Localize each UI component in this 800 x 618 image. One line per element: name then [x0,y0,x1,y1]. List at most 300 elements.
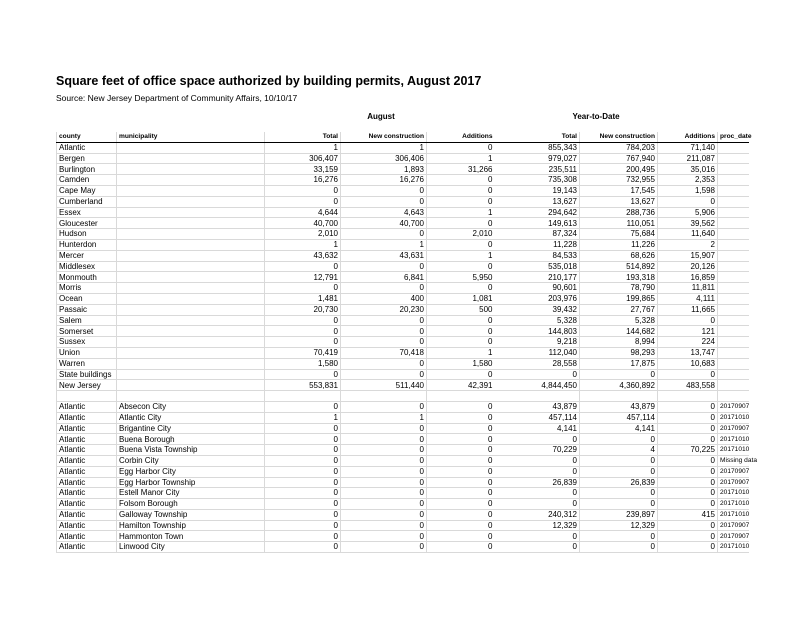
cell-aug-total: 0 [265,509,341,520]
cell-county: Cumberland [57,196,117,207]
cell-aug-total: 1 [265,412,341,423]
cell-aug-new-construction: 0 [341,423,427,434]
cell-ytd-total: 9,218 [520,337,580,348]
spacer-row [57,391,749,402]
municipality-row [57,477,749,488]
cell-ytd-new-construction: 199,865 [580,293,658,304]
gap-cell [495,358,520,369]
cell-ytd-total: 0 [520,531,580,542]
cell-aug-additions: 0 [427,455,495,466]
cell-county: Atlantic [57,423,117,434]
spacer-cell [658,391,718,402]
cell-ytd-new-construction: 200,495 [580,164,658,175]
cell-ytd-new-construction: 12,329 [580,520,658,531]
cell-aug-new-construction: 0 [341,455,427,466]
cell-aug-additions: 0 [427,434,495,445]
ytd-group-header: Year-to-Date [572,112,620,121]
cell-aug-additions: 1 [427,250,495,261]
cell-aug-additions: 1,580 [427,358,495,369]
county-row [57,326,749,337]
municipality-row [57,466,749,477]
cell-municipality: Buena Borough [117,434,265,445]
cell-county: Monmouth [57,272,117,283]
cell-municipality [117,380,265,391]
cell-proc-date [718,337,749,348]
cell-municipality [117,250,265,261]
cell-county: Atlantic [57,520,117,531]
cell-municipality [117,293,265,304]
cell-ytd-new-construction: 17,545 [580,185,658,196]
cell-aug-new-construction: 0 [341,445,427,456]
cell-aug-additions: 0 [427,499,495,510]
gap-cell [495,326,520,337]
gap-cell [495,229,520,240]
cell-ytd-additions: 0 [658,488,718,499]
cell-municipality [117,337,265,348]
county-row [57,196,749,207]
cell-aug-total: 0 [265,315,341,326]
municipality-row [57,488,749,499]
cell-ytd-additions: 0 [658,315,718,326]
cell-ytd-additions: 0 [658,401,718,412]
cell-ytd-total: 294,642 [520,207,580,218]
cell-ytd-new-construction: 767,940 [580,153,658,164]
col-ytd-additions: Additions [658,132,718,142]
cell-ytd-additions: 70,225 [658,445,718,456]
cell-aug-new-construction: 1 [341,142,427,153]
cell-proc-date [718,304,749,315]
cell-ytd-additions: 4,111 [658,293,718,304]
cell-ytd-new-construction: 457,114 [580,412,658,423]
cell-county: Atlantic [57,542,117,553]
county-row [57,218,749,229]
cell-ytd-total: 4,844,450 [520,380,580,391]
cell-county: Hunterdon [57,239,117,250]
cell-aug-total: 70,419 [265,347,341,358]
cell-municipality: Absecon City [117,401,265,412]
county-row [57,229,749,240]
gap-cell [495,520,520,531]
table-body [57,142,758,552]
col-aug-total: Total [265,132,341,142]
cell-aug-total: 2,010 [265,229,341,240]
cell-ytd-additions: 415 [658,509,718,520]
cell-aug-new-construction: 0 [341,401,427,412]
gap-cell [495,175,520,186]
spacer-cell [341,391,427,402]
cell-proc-date: 20171010 [718,499,749,510]
col-gap [495,132,520,142]
cell-aug-total: 40,700 [265,218,341,229]
cell-aug-total: 1,580 [265,358,341,369]
county-row [57,207,749,218]
cell-ytd-total: 26,839 [520,477,580,488]
cell-aug-additions: 0 [427,218,495,229]
gap-cell [495,347,520,358]
gap-cell [495,261,520,272]
cell-ytd-total: 28,558 [520,358,580,369]
county-row [57,272,749,283]
cell-proc-date: 20170907 [718,401,749,412]
cell-aug-total: 0 [265,369,341,380]
gap-cell [495,293,520,304]
cell-ytd-total: 0 [520,434,580,445]
cell-ytd-new-construction: 11,226 [580,239,658,250]
col-municipality: municipality [117,132,265,142]
report-source: Source: New Jersey Department of Community Affairs, 10/10/17 [56,93,298,103]
cell-proc-date: 20170907 [718,520,749,531]
cell-ytd-total: 19,143 [520,185,580,196]
cell-aug-additions: 0 [427,412,495,423]
cell-aug-new-construction: 0 [341,261,427,272]
cell-aug-additions: 0 [427,315,495,326]
cell-county: Warren [57,358,117,369]
cell-proc-date: 20171010 [718,488,749,499]
gap-cell [495,304,520,315]
col-ytd-total: Total [520,132,580,142]
cell-proc-date [718,369,749,380]
cell-proc-date [718,283,749,294]
cell-ytd-total: 979,027 [520,153,580,164]
gap-cell [495,412,520,423]
county-row [57,164,749,175]
cell-county: Gloucester [57,218,117,229]
gap-cell [495,542,520,553]
municipality-row [57,401,749,412]
cell-municipality [117,229,265,240]
cell-aug-new-construction: 0 [341,542,427,553]
county-row [57,293,749,304]
cell-ytd-total: 0 [520,499,580,510]
county-row [57,283,749,294]
cell-ytd-additions: 71,140 [658,142,718,153]
cell-municipality [117,196,265,207]
cell-ytd-new-construction: 0 [580,434,658,445]
cell-ytd-additions: 0 [658,434,718,445]
gap-cell [495,272,520,283]
cell-aug-additions: 0 [427,175,495,186]
gap-cell [495,164,520,175]
cell-proc-date: 20171010 [718,445,749,456]
gap-cell [495,531,520,542]
cell-ytd-new-construction: 4,141 [580,423,658,434]
august-group-header: August [367,112,395,121]
cell-aug-additions: 0 [427,509,495,520]
cell-aug-new-construction: 0 [341,499,427,510]
cell-county: Passaic [57,304,117,315]
cell-ytd-total: 535,018 [520,261,580,272]
cell-municipality: Egg Harbor Township [117,477,265,488]
cell-ytd-new-construction: 0 [580,488,658,499]
cell-ytd-new-construction: 239,897 [580,509,658,520]
municipality-row [57,412,749,423]
cell-ytd-new-construction: 0 [580,542,658,553]
cell-ytd-new-construction: 110,051 [580,218,658,229]
cell-aug-new-construction: 0 [341,229,427,240]
cell-ytd-additions: 39,562 [658,218,718,229]
cell-municipality [117,261,265,272]
cell-county: Burlington [57,164,117,175]
cell-ytd-total: 144,803 [520,326,580,337]
cell-aug-total: 0 [265,434,341,445]
cell-ytd-new-construction: 75,684 [580,229,658,240]
cell-aug-additions: 0 [427,401,495,412]
permits-table [56,132,758,553]
cell-ytd-new-construction: 13,627 [580,196,658,207]
gap-cell [495,488,520,499]
cell-ytd-additions: 1,598 [658,185,718,196]
cell-municipality [117,164,265,175]
municipality-row [57,520,749,531]
cell-aug-new-construction: 43,631 [341,250,427,261]
cell-ytd-new-construction: 26,839 [580,477,658,488]
cell-ytd-new-construction: 784,203 [580,142,658,153]
cell-aug-total: 0 [265,283,341,294]
gap-cell [495,239,520,250]
cell-ytd-additions: 483,558 [658,380,718,391]
cell-proc-date [718,293,749,304]
cell-aug-additions: 0 [427,520,495,531]
cell-ytd-additions: 0 [658,423,718,434]
column-header-row [57,132,749,142]
cell-ytd-total: 457,114 [520,412,580,423]
cell-municipality: Brigantine City [117,423,265,434]
gap-cell [495,499,520,510]
cell-aug-additions: 1,081 [427,293,495,304]
cell-aug-new-construction: 511,440 [341,380,427,391]
cell-aug-new-construction: 0 [341,196,427,207]
cell-aug-total: 20,730 [265,304,341,315]
cell-municipality: Galloway Township [117,509,265,520]
cell-ytd-new-construction: 732,955 [580,175,658,186]
cell-county: Atlantic [57,466,117,477]
cell-ytd-new-construction: 0 [580,455,658,466]
cell-aug-total: 0 [265,499,341,510]
cell-ytd-additions: 121 [658,326,718,337]
cell-ytd-total: 112,040 [520,347,580,358]
cell-aug-new-construction: 0 [341,315,427,326]
cell-ytd-new-construction: 4 [580,445,658,456]
cell-ytd-additions: 2,353 [658,175,718,186]
col-aug-additions: Additions [427,132,495,142]
cell-county: Essex [57,207,117,218]
cell-ytd-additions: 211,087 [658,153,718,164]
cell-proc-date [718,347,749,358]
cell-municipality: Buena Vista Township [117,445,265,456]
cell-aug-new-construction: 0 [341,466,427,477]
cell-ytd-total: 240,312 [520,509,580,520]
cell-ytd-new-construction: 193,318 [580,272,658,283]
cell-ytd-additions: 11,640 [658,229,718,240]
county-row [57,304,749,315]
county-row [57,347,749,358]
spacer-cell [580,391,658,402]
county-row [57,153,749,164]
col-aug-new-construction: New construction [341,132,427,142]
cell-county: Middlesex [57,261,117,272]
cell-county: Camden [57,175,117,186]
cell-aug-new-construction: 20,230 [341,304,427,315]
cell-county: Atlantic [57,142,117,153]
cell-aug-total: 0 [265,466,341,477]
gap-cell [495,455,520,466]
cell-ytd-additions: 2 [658,239,718,250]
cell-municipality [117,283,265,294]
cell-municipality [117,185,265,196]
gap-cell [495,196,520,207]
cell-ytd-additions: 224 [658,337,718,348]
cell-ytd-total: 203,976 [520,293,580,304]
gap-cell [495,250,520,261]
county-row [57,261,749,272]
cell-ytd-total: 235,511 [520,164,580,175]
cell-aug-new-construction: 0 [341,488,427,499]
cell-aug-total: 0 [265,520,341,531]
cell-ytd-additions: 0 [658,466,718,477]
cell-county: Atlantic [57,531,117,542]
cell-ytd-additions: 11,665 [658,304,718,315]
cell-aug-additions: 0 [427,239,495,250]
cell-county: New Jersey [57,380,117,391]
cell-aug-new-construction: 400 [341,293,427,304]
county-row [57,185,749,196]
cell-aug-additions: 31,266 [427,164,495,175]
cell-aug-new-construction: 1 [341,412,427,423]
cell-ytd-additions: 11,811 [658,283,718,294]
cell-aug-additions: 0 [427,488,495,499]
cell-county: Sussex [57,337,117,348]
cell-county: Morris [57,283,117,294]
cell-county: Atlantic [57,499,117,510]
cell-aug-additions: 42,391 [427,380,495,391]
cell-ytd-total: 0 [520,369,580,380]
cell-aug-total: 0 [265,185,341,196]
cell-ytd-total: 70,229 [520,445,580,456]
cell-ytd-new-construction: 0 [580,466,658,477]
cell-proc-date: 20171010 [718,412,749,423]
gap-cell [495,337,520,348]
cell-aug-new-construction: 0 [341,477,427,488]
municipality-row [57,499,749,510]
gap-cell [495,477,520,488]
cell-municipality [117,358,265,369]
cell-aug-new-construction: 0 [341,358,427,369]
col-ytd-new-construction: New construction [580,132,658,142]
municipality-row [57,531,749,542]
cell-ytd-additions: 10,683 [658,358,718,369]
cell-aug-new-construction: 0 [341,283,427,294]
cell-ytd-additions: 35,016 [658,164,718,175]
cell-ytd-total: 13,627 [520,196,580,207]
cell-municipality [117,153,265,164]
cell-ytd-new-construction: 8,994 [580,337,658,348]
cell-aug-total: 553,831 [265,380,341,391]
cell-county: Hudson [57,229,117,240]
cell-aug-new-construction: 0 [341,434,427,445]
cell-proc-date: 20170907 [718,423,749,434]
cell-aug-additions: 0 [427,261,495,272]
spacer-cell [427,391,495,402]
cell-proc-date [718,229,749,240]
cell-aug-total: 1,481 [265,293,341,304]
county-row [57,369,749,380]
cell-aug-additions: 0 [427,423,495,434]
cell-ytd-new-construction: 43,879 [580,401,658,412]
cell-municipality [117,369,265,380]
cell-ytd-new-construction: 98,293 [580,347,658,358]
cell-aug-additions: 0 [427,466,495,477]
cell-county: Cape May [57,185,117,196]
cell-municipality: Folsom Borough [117,499,265,510]
cell-aug-additions: 0 [427,283,495,294]
cell-ytd-new-construction: 514,892 [580,261,658,272]
cell-aug-total: 0 [265,261,341,272]
county-row [57,142,749,153]
spacer-cell [57,391,117,402]
cell-aug-total: 43,632 [265,250,341,261]
col-proc-date: proc_date [718,132,749,142]
cell-aug-total: 0 [265,488,341,499]
cell-ytd-total: 0 [520,488,580,499]
cell-ytd-additions: 5,906 [658,207,718,218]
cell-aug-total: 0 [265,401,341,412]
cell-ytd-additions: 20,126 [658,261,718,272]
cell-aug-new-construction: 0 [341,509,427,520]
cell-county: Mercer [57,250,117,261]
cell-county: Bergen [57,153,117,164]
cell-aug-new-construction: 16,276 [341,175,427,186]
cell-aug-new-construction: 1 [341,239,427,250]
municipality-row [57,445,749,456]
gap-cell [495,369,520,380]
spacer-cell [495,391,520,402]
cell-municipality [117,239,265,250]
spacer-cell [117,391,265,402]
gap-cell [495,445,520,456]
cell-county: Atlantic [57,455,117,466]
county-row [57,337,749,348]
cell-aug-total: 0 [265,445,341,456]
cell-proc-date: 20171010 [718,542,749,553]
municipality-row [57,509,749,520]
cell-municipality [117,207,265,218]
cell-municipality [117,142,265,153]
cell-proc-date [718,175,749,186]
county-row [57,250,749,261]
cell-ytd-additions: 0 [658,369,718,380]
cell-ytd-total: 84,533 [520,250,580,261]
cell-ytd-additions: 16,859 [658,272,718,283]
cell-ytd-new-construction: 17,875 [580,358,658,369]
cell-aug-new-construction: 0 [341,531,427,542]
cell-aug-new-construction: 0 [341,520,427,531]
cell-aug-total: 16,276 [265,175,341,186]
cell-ytd-additions: 0 [658,499,718,510]
cell-proc-date [718,207,749,218]
cell-ytd-total: 0 [520,542,580,553]
cell-ytd-new-construction: 0 [580,369,658,380]
cell-ytd-additions: 0 [658,412,718,423]
cell-aug-additions: 0 [427,142,495,153]
cell-aug-total: 0 [265,531,341,542]
cell-aug-additions: 0 [427,196,495,207]
cell-aug-new-construction: 40,700 [341,218,427,229]
cell-aug-total: 0 [265,542,341,553]
cell-proc-date [718,239,749,250]
cell-county: Atlantic [57,434,117,445]
cell-ytd-total: 0 [520,455,580,466]
cell-ytd-additions: 0 [658,477,718,488]
